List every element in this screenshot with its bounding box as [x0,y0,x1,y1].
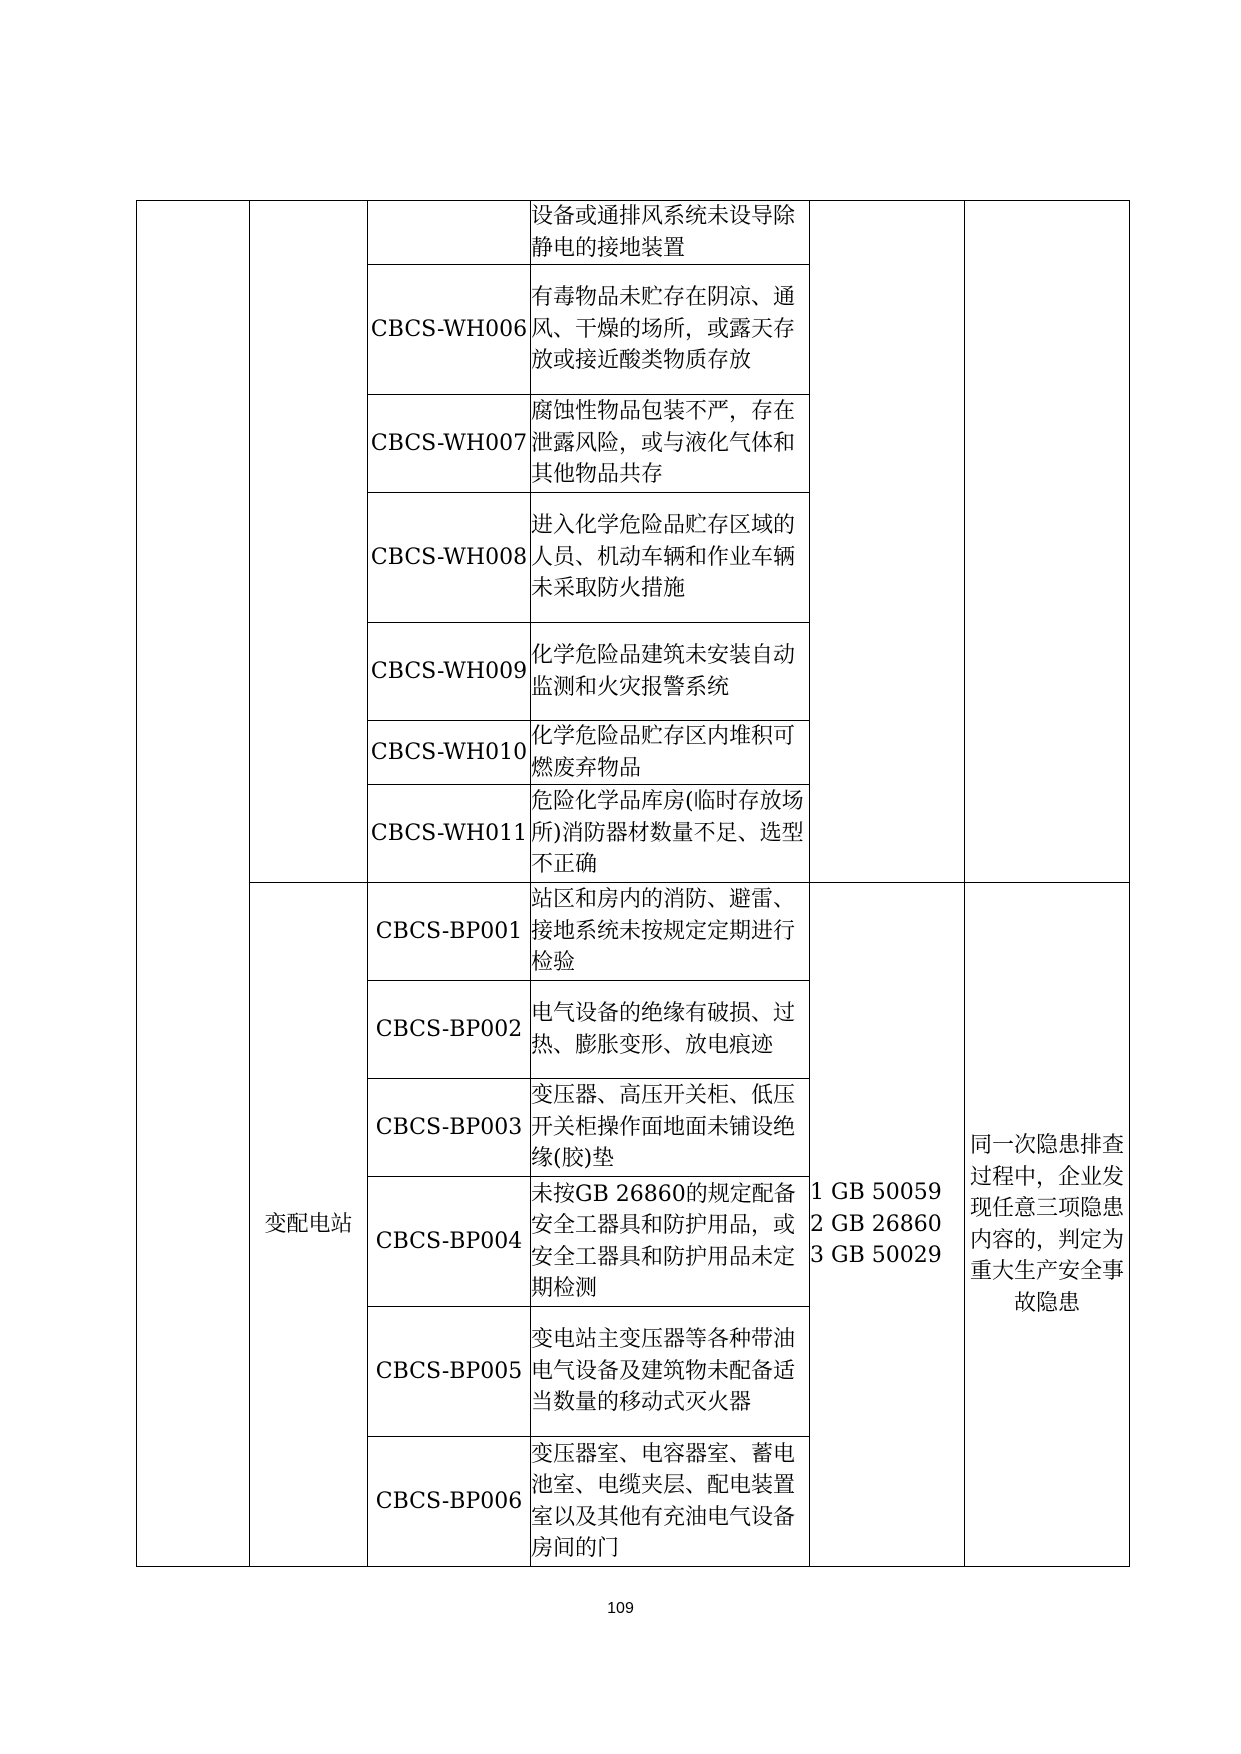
judgement-cell [965,201,1130,883]
hazard-code-cell [368,201,531,265]
hazard-description-cell: 未按GB 26860的规定配备安全工器具和防护用品，或安全工器具和防护用品未定期检测 [531,1177,810,1307]
hazard-code-cell: CBCS-WH009 [368,623,531,721]
hazard-code-cell: CBCS-WH011 [368,785,531,883]
hazard-description-cell: 进入化学危险品贮存区域的人员、机动车辆和作业车辆未采取防火措施 [531,493,810,623]
hazard-description-cell: 化学危险品贮存区内堆积可燃废弃物品 [531,721,810,785]
hazard-description-cell: 腐蚀性物品包装不严，存在泄露风险，或与液化气体和其他物品共存 [531,395,810,493]
hazard-description-cell: 变压器室、电容器室、蓄电池室、电缆夹层、配电装置室以及其他有充油电气设备房间的门 [531,1437,810,1567]
hazard-code-cell: CBCS-WH010 [368,721,531,785]
hazard-description-cell: 电气设备的绝缘有破损、过热、膨胀变形、放电痕迹 [531,981,810,1079]
hazard-code-cell: CBCS-BP005 [368,1307,531,1437]
standard-reference: 3 GB 50029 [810,1243,942,1269]
page-number: 109 [607,1600,634,1617]
hazard-description-cell: 化学危险品建筑未安装自动监测和火灾报警系统 [531,623,810,721]
category-cell: 变配电站 [250,883,368,1567]
hazard-table [136,200,1130,1567]
hazard-description-cell: 危险化学品库房(临时存放场所)消防器材数量不足、选型不正确 [531,785,810,883]
standards-cell [810,201,965,883]
standard-reference: 1 GB 50059 [810,1180,942,1206]
standard-reference: 2 GB 26860 [810,1211,942,1237]
category-cell [250,201,368,883]
hazard-code-cell: CBCS-WH008 [368,493,531,623]
hazard-description-cell: 变电站主变压器等各种带油电气设备及建筑物未配备适当数量的移动式灭火器 [531,1307,810,1437]
hazard-description-cell: 有毒物品未贮存在阴凉、通风、干燥的场所，或露天存放或接近酸类物质存放 [531,265,810,395]
hazard-description-cell: 站区和房内的消防、避雷、接地系统未按规定定期进行检验 [531,883,810,981]
hazard-code-cell: CBCS-BP006 [368,1437,531,1567]
hazard-description-cell: 设备或通排风系统未设导除静电的接地装置 [531,201,810,265]
section-cell [137,201,250,1567]
table-row [137,201,1130,265]
hazard-code-cell: CBCS-BP003 [368,1079,531,1177]
judgement-cell: 同一次隐患排查过程中，企业发现任意三项隐患内容的，判定为重大生产安全事故隐患 [965,883,1130,1567]
hazard-code-cell: CBCS-WH007 [368,395,531,493]
hazard-code-cell: CBCS-BP002 [368,981,531,1079]
hazard-code-cell: CBCS-BP004 [368,1177,531,1307]
hazard-description-cell: 变压器、高压开关柜、低压开关柜操作面地面未铺设绝缘(胶)垫 [531,1079,810,1177]
hazard-code-cell: CBCS-BP001 [368,883,531,981]
table-row [137,883,1130,981]
standards-cell [810,883,965,1567]
hazard-code-cell: CBCS-WH006 [368,265,531,395]
